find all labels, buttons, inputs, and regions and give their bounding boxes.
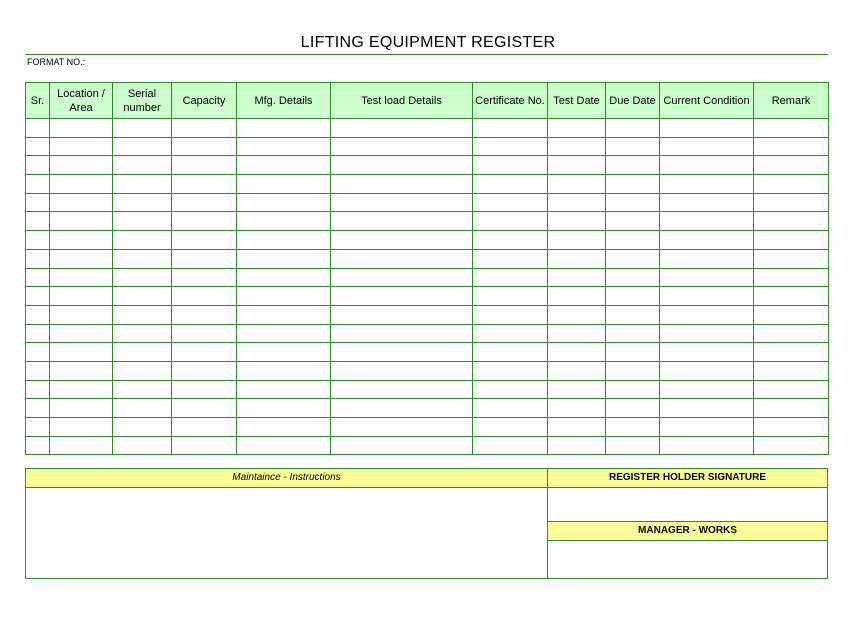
cell-serial-number[interactable] [113,119,172,138]
column-header-sr: Sr. [26,83,50,119]
cell-certificate-no[interactable] [473,231,548,250]
cell-serial-number[interactable] [113,137,172,156]
cell-test-date[interactable] [548,268,606,287]
cell-location[interactable] [50,343,113,362]
cell-certificate-no[interactable] [473,137,548,156]
cell-mfg-details[interactable] [237,343,331,362]
table-row [26,343,829,362]
cell-capacity[interactable] [172,268,237,287]
cell-mfg-details[interactable] [237,137,331,156]
cell-test-date[interactable] [548,380,606,399]
cell-certificate-no[interactable] [473,119,548,138]
cell-current-condition[interactable] [660,249,754,268]
cell-sr[interactable] [26,380,50,399]
cell-due-date[interactable] [606,380,660,399]
cell-serial-number[interactable] [113,212,172,231]
cell-test-date[interactable] [548,119,606,138]
cell-location[interactable] [50,268,113,287]
cell-sr[interactable] [26,137,50,156]
cell-certificate-no[interactable] [473,436,548,455]
column-header-current-condition: Current Condition [660,83,754,119]
cell-sr[interactable] [26,399,50,418]
column-header-mfg-details: Mfg. Details [237,83,331,119]
cell-current-condition[interactable] [660,343,754,362]
cell-current-condition[interactable] [660,231,754,250]
cell-certificate-no[interactable] [473,305,548,324]
cell-current-condition[interactable] [660,361,754,380]
cell-due-date[interactable] [606,137,660,156]
column-header-capacity: Capacity [172,83,237,119]
cell-test-date[interactable] [548,305,606,324]
cell-capacity[interactable] [172,305,237,324]
cell-test-load-details[interactable] [331,156,473,175]
cell-sr[interactable] [26,119,50,138]
cell-sr[interactable] [26,324,50,343]
cell-test-date[interactable] [548,343,606,362]
cell-capacity[interactable] [172,249,237,268]
cell-current-condition[interactable] [660,175,754,194]
column-header-remark: Remark [754,83,829,119]
cell-certificate-no[interactable] [473,361,548,380]
cell-mfg-details[interactable] [237,287,331,306]
cell-capacity[interactable] [172,156,237,175]
column-header-due-date: Due Date [606,83,660,119]
cell-sr[interactable] [26,175,50,194]
table-row [26,231,829,250]
table-row [26,324,829,343]
cell-test-load-details[interactable] [331,212,473,231]
table-row [26,399,829,418]
cell-mfg-details[interactable] [237,436,331,455]
cell-remark[interactable] [754,343,829,362]
cell-current-condition[interactable] [660,119,754,138]
cell-mfg-details[interactable] [237,231,331,250]
column-header-test-date: Test Date [548,83,606,119]
cell-capacity[interactable] [172,399,237,418]
cell-location[interactable] [50,119,113,138]
cell-sr[interactable] [26,212,50,231]
cell-certificate-no[interactable] [473,193,548,212]
cell-capacity[interactable] [172,175,237,194]
cell-test-date[interactable] [548,175,606,194]
cell-serial-number[interactable] [113,193,172,212]
cell-remark[interactable] [754,156,829,175]
cell-remark[interactable] [754,231,829,250]
table-row [26,175,829,194]
cell-test-date[interactable] [548,193,606,212]
cell-remark[interactable] [754,305,829,324]
cell-test-load-details[interactable] [331,137,473,156]
cell-remark[interactable] [754,287,829,306]
table-row [26,137,829,156]
cell-location[interactable] [50,231,113,250]
cell-capacity[interactable] [172,193,237,212]
cell-location[interactable] [50,193,113,212]
register-table [25,82,829,455]
cell-certificate-no[interactable] [473,249,548,268]
cell-sr[interactable] [26,305,50,324]
cell-certificate-no[interactable] [473,343,548,362]
cell-sr[interactable] [26,418,50,437]
table-row [26,119,829,138]
cell-serial-number[interactable] [113,399,172,418]
cell-certificate-no[interactable] [473,268,548,287]
cell-test-load-details[interactable] [331,268,473,287]
cell-test-load-details[interactable] [331,399,473,418]
cell-due-date[interactable] [606,399,660,418]
format-no-label: FORMAT NO.: [27,57,86,67]
cell-capacity[interactable] [172,361,237,380]
manager-box[interactable] [548,541,827,578]
manager-header: MANAGER - WORKS [548,521,827,541]
cell-remark[interactable] [754,137,829,156]
cell-test-date[interactable] [548,137,606,156]
cell-sr[interactable] [26,249,50,268]
cell-remark[interactable] [754,268,829,287]
cell-test-date[interactable] [548,324,606,343]
cell-serial-number[interactable] [113,380,172,399]
cell-current-condition[interactable] [660,380,754,399]
cell-serial-number[interactable] [113,231,172,250]
cell-test-date[interactable] [548,156,606,175]
cell-capacity[interactable] [172,119,237,138]
cell-current-condition[interactable] [660,436,754,455]
cell-current-condition[interactable] [660,137,754,156]
cell-due-date[interactable] [606,361,660,380]
cell-location[interactable] [50,156,113,175]
cell-certificate-no[interactable] [473,418,548,437]
cell-location[interactable] [50,305,113,324]
cell-serial-number[interactable] [113,156,172,175]
cell-current-condition[interactable] [660,399,754,418]
cell-sr[interactable] [26,436,50,455]
cell-capacity[interactable] [172,380,237,399]
cell-mfg-details[interactable] [237,268,331,287]
cell-certificate-no[interactable] [473,212,548,231]
cell-due-date[interactable] [606,287,660,306]
cell-serial-number[interactable] [113,418,172,437]
cell-sr[interactable] [26,193,50,212]
cell-serial-number[interactable] [113,436,172,455]
cell-remark[interactable] [754,212,829,231]
column-header-test-load-details: Test load Details [331,83,473,119]
cell-test-load-details[interactable] [331,305,473,324]
cell-mfg-details[interactable] [237,119,331,138]
cell-sr[interactable] [26,268,50,287]
cell-location[interactable] [50,324,113,343]
cell-serial-number[interactable] [113,343,172,362]
cell-test-date[interactable] [548,436,606,455]
table-row [26,418,829,437]
cell-test-load-details[interactable] [331,119,473,138]
cell-location[interactable] [50,137,113,156]
cell-location[interactable] [50,418,113,437]
cell-mfg-details[interactable] [237,249,331,268]
cell-serial-number[interactable] [113,268,172,287]
cell-test-load-details[interactable] [331,287,473,306]
cell-capacity[interactable] [172,231,237,250]
cell-test-load-details[interactable] [331,361,473,380]
cell-due-date[interactable] [606,436,660,455]
table-row [26,193,829,212]
table-header-row [26,83,829,119]
cell-certificate-no[interactable] [473,156,548,175]
cell-remark[interactable] [754,380,829,399]
cell-capacity[interactable] [172,324,237,343]
cell-current-condition[interactable] [660,193,754,212]
cell-test-date[interactable] [548,249,606,268]
cell-serial-number[interactable] [113,175,172,194]
cell-remark[interactable] [754,119,829,138]
cell-certificate-no[interactable] [473,324,548,343]
cell-test-load-details[interactable] [331,231,473,250]
cell-test-load-details[interactable] [331,436,473,455]
table-row [26,249,829,268]
cell-test-date[interactable] [548,287,606,306]
table-row [26,361,829,380]
cell-remark[interactable] [754,324,829,343]
cell-mfg-details[interactable] [237,380,331,399]
cell-mfg-details[interactable] [237,361,331,380]
cell-capacity[interactable] [172,137,237,156]
cell-test-load-details[interactable] [331,418,473,437]
cell-current-condition[interactable] [660,305,754,324]
cell-test-load-details[interactable] [331,193,473,212]
cell-capacity[interactable] [172,212,237,231]
signature-header: REGISTER HOLDER SIGNATURE [548,469,827,488]
cell-capacity[interactable] [172,436,237,455]
column-header-certificate-no: Certificate No. [473,83,548,119]
cell-mfg-details[interactable] [237,175,331,194]
cell-sr[interactable] [26,156,50,175]
cell-due-date[interactable] [606,343,660,362]
cell-mfg-details[interactable] [237,418,331,437]
cell-test-load-details[interactable] [331,175,473,194]
table-row [26,212,829,231]
cell-test-load-details[interactable] [331,324,473,343]
cell-due-date[interactable] [606,193,660,212]
register-body [26,119,829,455]
cell-test-date[interactable] [548,212,606,231]
column-header-serial-number: Serial number [113,83,172,119]
cell-location[interactable] [50,399,113,418]
cell-serial-number[interactable] [113,287,172,306]
cell-current-condition[interactable] [660,156,754,175]
cell-sr[interactable] [26,231,50,250]
cell-test-load-details[interactable] [331,249,473,268]
cell-mfg-details[interactable] [237,212,331,231]
table-row [26,268,829,287]
signature-box[interactable] [548,488,827,521]
cell-due-date[interactable] [606,418,660,437]
cell-test-date[interactable] [548,418,606,437]
cell-remark[interactable] [754,193,829,212]
cell-sr[interactable] [26,343,50,362]
cell-due-date[interactable] [606,231,660,250]
cell-remark[interactable] [754,361,829,380]
title-divider [25,54,828,55]
cell-certificate-no[interactable] [473,175,548,194]
column-header-location: Location / Area [50,83,113,119]
cell-due-date[interactable] [606,249,660,268]
page-title: LIFTING EQUIPMENT REGISTER [300,34,556,51]
cell-certificate-no[interactable] [473,380,548,399]
cell-capacity[interactable] [172,418,237,437]
cell-mfg-details[interactable] [237,305,331,324]
cell-remark[interactable] [754,418,829,437]
cell-location[interactable] [50,212,113,231]
cell-serial-number[interactable] [113,249,172,268]
cell-test-date[interactable] [548,399,606,418]
cell-serial-number[interactable] [113,361,172,380]
cell-capacity[interactable] [172,287,237,306]
cell-location[interactable] [50,380,113,399]
table-row [26,287,829,306]
cell-remark[interactable] [754,399,829,418]
cell-serial-number[interactable] [113,305,172,324]
cell-mfg-details[interactable] [237,324,331,343]
cell-current-condition[interactable] [660,418,754,437]
cell-mfg-details[interactable] [237,399,331,418]
cell-certificate-no[interactable] [473,399,548,418]
footer-section [25,468,828,579]
cell-mfg-details[interactable] [237,156,331,175]
table-row [26,156,829,175]
cell-remark[interactable] [754,436,829,455]
cell-due-date[interactable] [606,175,660,194]
cell-due-date[interactable] [606,212,660,231]
cell-due-date[interactable] [606,119,660,138]
cell-current-condition[interactable] [660,212,754,231]
cell-capacity[interactable] [172,343,237,362]
cell-remark[interactable] [754,249,829,268]
cell-test-date[interactable] [548,361,606,380]
cell-mfg-details[interactable] [237,193,331,212]
cell-sr[interactable] [26,361,50,380]
table-row [26,380,829,399]
cell-serial-number[interactable] [113,324,172,343]
cell-location[interactable] [50,249,113,268]
cell-current-condition[interactable] [660,287,754,306]
cell-due-date[interactable] [606,324,660,343]
cell-location[interactable] [50,361,113,380]
cell-location[interactable] [50,175,113,194]
cell-test-load-details[interactable] [331,380,473,399]
cell-due-date[interactable] [606,268,660,287]
cell-location[interactable] [50,436,113,455]
instructions-box[interactable] [26,488,547,578]
cell-remark[interactable] [754,175,829,194]
table-row [26,436,829,455]
cell-due-date[interactable] [606,305,660,324]
table-row [26,305,829,324]
cell-test-load-details[interactable] [331,343,473,362]
cell-test-date[interactable] [548,231,606,250]
cell-due-date[interactable] [606,156,660,175]
cell-current-condition[interactable] [660,268,754,287]
instructions-header: Maintaince - Instructions [26,469,547,488]
cell-certificate-no[interactable] [473,287,548,306]
cell-sr[interactable] [26,287,50,306]
cell-location[interactable] [50,287,113,306]
cell-current-condition[interactable] [660,324,754,343]
